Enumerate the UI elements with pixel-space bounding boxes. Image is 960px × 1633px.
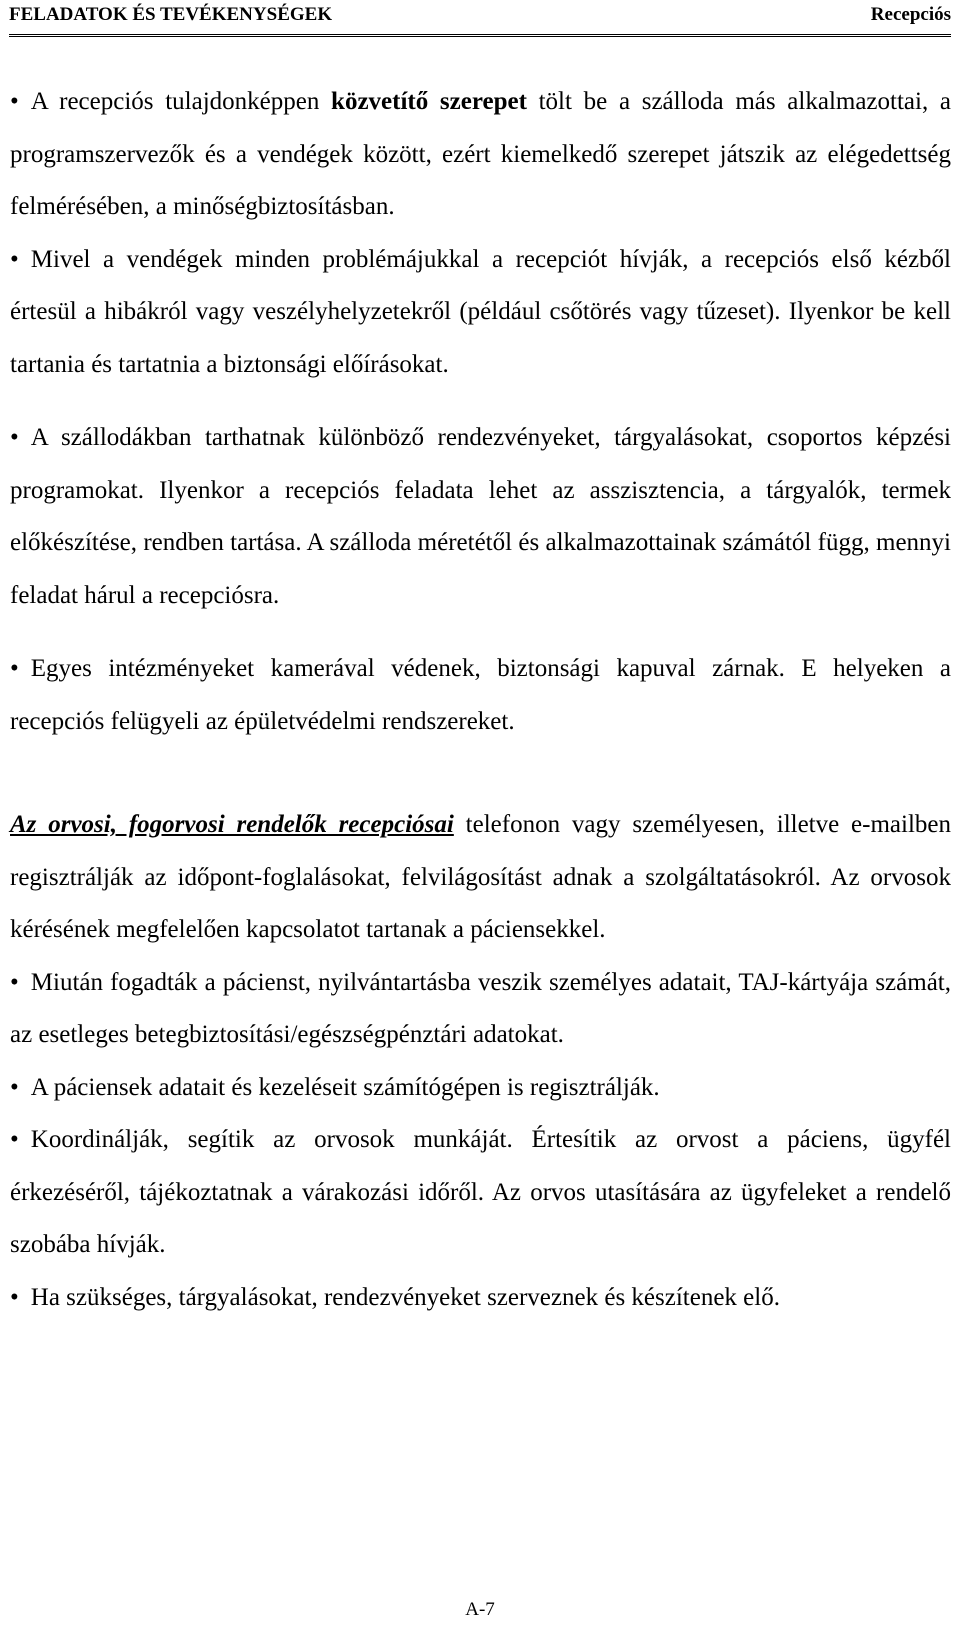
document-body bbox=[10, 76, 951, 1324]
paragraph-events-organizing bbox=[10, 1272, 951, 1325]
paragraph-text: A recepciós tulajdonképpen bbox=[30, 88, 332, 115]
paragraph-text: A páciensek adatait és kezeléseit számítógépen is regisztrálják. bbox=[30, 1073, 660, 1101]
page-footer bbox=[0, 1598, 960, 1622]
paragraph-medical-receptionists bbox=[10, 799, 951, 957]
paragraph-coordination bbox=[10, 1114, 951, 1272]
paragraph-patient-intake bbox=[10, 957, 951, 1062]
paragraph-emergencies bbox=[10, 234, 951, 392]
page-header bbox=[9, 2, 951, 32]
bullet-marker: • bbox=[10, 968, 19, 996]
paragraph-security-systems bbox=[10, 643, 951, 748]
paragraph-text: Mivel a vendégek minden problémájukkal a recepciót hívják, a recepciós első kézből értesül a hibákról vagy veszélyhelyzetekről (például csőtörés vagy tűzeset). Ilyenkor be kell tartania és tartatnia a biztonsági előírásokat. bbox=[10, 245, 951, 378]
bullet-marker: • bbox=[10, 1073, 19, 1101]
bullet-marker: • bbox=[10, 1283, 19, 1311]
paragraph-text: A szállodákban tarthatnak különböző rendezvényeket, tárgyalásokat, csoportos képzési programokat. Ilyenkor a recepciós feladata lehet az asszisztencia, a tárgyalók, termek előkészítése, rendben tartása. A szálloda méretétől és alkalmazottainak számától függ, mennyi feladat hárul a recepciósra. bbox=[10, 424, 951, 609]
paragraph-text: Ha szükséges, tárgyalásokat, rendezvényeket szerveznek és készítenek elő. bbox=[30, 1283, 780, 1311]
paragraph-text: Koordinálják, segítik az orvosok munkáját. Értesítik az orvost a páciens, ügyfél érkezéséről, tájékoztatnak a várakozási időről. Az orvos utasítására az ügyfeleket a rendelő szobába hívják. bbox=[10, 1126, 951, 1258]
paragraph-intermediary-role bbox=[10, 76, 951, 234]
bullet-marker: • bbox=[10, 655, 19, 682]
paragraph-text: Egyes intézményeket kamerával védenek, biztonsági kapuval zárnak. E helyeken a recepciós felügyeli az épületvédelmi rendszereket. bbox=[10, 655, 951, 735]
paragraph-text: tölt be a szálloda más alkalmazottai, a programszervezők és a vendégek között, ezért kiemelkedő szerepet játszik az elégedettség felmérésében, a minőségbiztosításban. bbox=[10, 88, 951, 220]
bullet-marker: • bbox=[10, 245, 19, 273]
section-lead-title: Az orvosi, fogorvosi rendelők recepciósai bbox=[10, 811, 454, 838]
paragraph-text: telefonon vagy személyesen, illetve e-mailben regisztrálják az időpont-foglalásokat, felvilágosítást adnak a szolgáltatásokról. Az orvosok kérésének megfelelően kapcsolatot tartanak a páciensekkel. bbox=[10, 811, 952, 943]
bullet-marker: • bbox=[10, 1126, 19, 1153]
bullet-marker: • bbox=[10, 424, 19, 451]
header-divider bbox=[9, 34, 951, 37]
header-role-title: Recepciós bbox=[870, 4, 951, 25]
paragraph-patient-records bbox=[10, 1062, 951, 1115]
paragraph-events bbox=[10, 412, 951, 622]
paragraph-text: Miután fogadták a pácienst, nyilvántartásba veszik személyes adatait, TAJ-kártyája számát, az esetleges betegbiztosítási/egészségpénztári adatokat. bbox=[10, 968, 951, 1048]
page-number: A-7 bbox=[465, 1599, 495, 1620]
bullet-marker: • bbox=[10, 88, 19, 115]
bold-phrase: közvetítő szerepet bbox=[331, 88, 527, 115]
header-section-title: FELADATOK ÉS TEVÉKENYSÉGEK bbox=[9, 4, 333, 25]
